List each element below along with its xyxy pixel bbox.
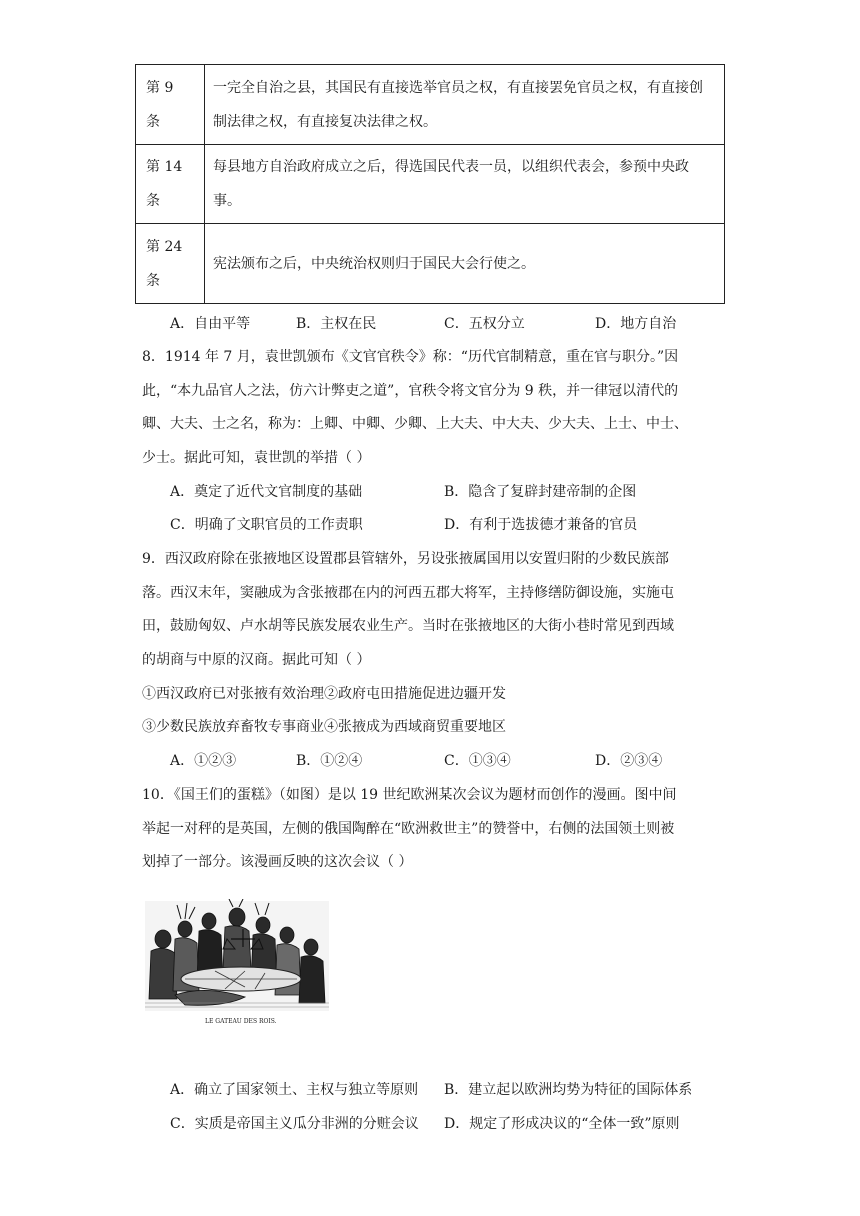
q9-option-c[interactable]: C．①③④: [444, 753, 511, 769]
article-text: 一完全自治之县，其国民有直接选举官员之权，有直接罢免官员之权，有直接创制法律之权，有直接复决法律之权。: [205, 65, 725, 145]
q7-option-d[interactable]: D．地方自治: [595, 316, 677, 332]
q8-stem-line: 8．1914 年 7 月，袁世凯颁布《文官官秩令》称：“历代官制精意，重在官与职分。”因: [142, 349, 679, 365]
q8-option-b[interactable]: B．隐含了复辟封建帝制的企图: [444, 484, 637, 500]
q8-stem-line: 卿、大夫、士之名，称为：上卿、中卿、少卿、上大夫、中大夫、少大夫、上士、中士、: [142, 416, 688, 432]
q9-stem-line: 田，鼓励匈奴、卢水胡等民族发展农业生产。当时在张掖地区的大街小巷时常见到西域: [142, 618, 674, 634]
q8-option-d[interactable]: D．有利于选拔德才兼备的官员: [444, 517, 638, 533]
q9-option-d[interactable]: D．②③④: [595, 753, 663, 769]
table-row: [136, 145, 725, 224]
article-number: 第 24 条: [146, 238, 183, 289]
q8-stem-line: 少士。据此可知，袁世凯的举措（ ）: [142, 450, 371, 466]
q10-stem-line: 10．《国王们的蛋糕》（如图）是以 19 世纪欧洲某次会议为题材而创作的漫画。图中间: [142, 787, 677, 803]
article-text: 每县地方自治政府成立之后，得选国民代表一员，以组织代表会，参预中央政事。: [205, 145, 725, 224]
q8-option-c[interactable]: C．明确了文职官员的工作责职: [170, 517, 363, 533]
q10-option-c[interactable]: C．实质是帝国主义瓜分非洲的分赃会议: [170, 1116, 419, 1132]
q7-option-a[interactable]: A．自由平等: [170, 316, 251, 332]
q10-option-d[interactable]: D．规定了形成决议的“全体一致”原则: [444, 1116, 680, 1132]
constitution-articles-table: [135, 64, 725, 304]
table-row: [136, 65, 725, 145]
q9-option-a[interactable]: A．①②③: [170, 753, 237, 769]
q9-option-b[interactable]: B．①②④: [296, 753, 363, 769]
kings-cake-cartoon-image: [145, 899, 329, 1027]
q8-stem-line: 此，“本九品官人之法，仿六计弊吏之道”，官秩令将文官分为 9 秩，并一律冠以清代的: [142, 383, 679, 399]
article-number: 第 9 条: [146, 79, 174, 130]
table-row: [136, 224, 725, 304]
q10-stem-line: 举起一对秤的是英国，左侧的俄国陶醉在“欧洲救世主”的赞誉中，右侧的法国领土则被: [142, 821, 675, 837]
q10-option-b[interactable]: B．建立起以欧洲均势为特征的国际体系: [444, 1082, 693, 1098]
article-text: 宪法颁布之后，中央统治权则归于国民大会行使之。: [205, 224, 725, 304]
article-number: 第 14 条: [146, 159, 183, 209]
q9-stem-line: 落。西汉末年，窦融成为含张掖郡在内的河西五郡大将军，主持修缮防御设施，实施屯: [142, 585, 674, 601]
q10-option-a[interactable]: A．确立了国家领土、主权与独立等原则: [170, 1082, 419, 1098]
q7-option-b[interactable]: B．主权在民: [296, 316, 377, 332]
q10-stem-line: 划掉了一部分。该漫画反映的这次会议（ ）: [142, 854, 413, 870]
q9-stem-line: 9．西汉政府除在张掖地区设置郡县管辖外，另设张掖属国用以安置归附的少数民族部: [142, 551, 669, 567]
q9-statement-line: ③少数民族放弃畜牧专事商业④张掖成为西域商贸重要地区: [142, 719, 506, 735]
q9-stem-line: 的胡商与中原的汉商。据此可知（ ）: [142, 652, 371, 668]
q9-statement-line: ①西汉政府已对张掖有效治理②政府屯田措施促进边疆开发: [142, 686, 506, 702]
q8-option-a[interactable]: A．奠定了近代文官制度的基础: [170, 484, 363, 500]
cartoon-illustration: [145, 899, 329, 1027]
q7-option-c[interactable]: C．五权分立: [444, 316, 525, 332]
cartoon-caption: LE GATEAU DES ROIS.: [205, 1018, 277, 1025]
